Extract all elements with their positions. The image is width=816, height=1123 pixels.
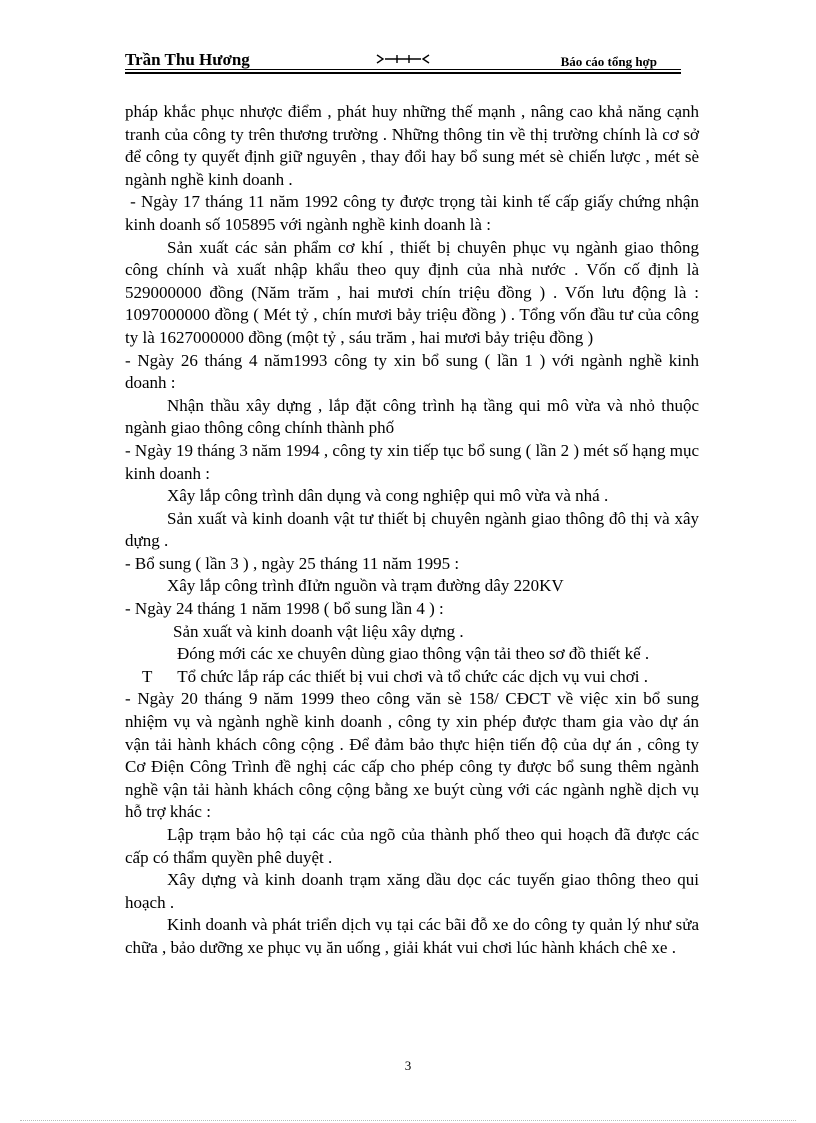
header-ornament-icon [375, 53, 431, 65]
paragraph: Xây lắp công trình dân dụng và cong nghiệp qui mô vừa và nhá . [167, 486, 609, 506]
paragraph: Kinh doanh và phát triển dịch vụ tại các bãi đỗ xe do công ty quản lý như sửa chữa , bảo dưỡng xe phục vụ ăn uống , giải khát vui chơi lúc hành khách chê xe . [125, 915, 704, 957]
page-number: 3 [404, 1058, 412, 1073]
body-text [125, 101, 704, 960]
paragraph: T Tổ chức lắp ráp các thiết bị vui chơi và tổ chức các dịch vụ vui chơi . [125, 666, 648, 686]
paragraph: pháp khắc phục nhược điểm , phát huy những thế mạnh , nâng cao khả năng cạnh tranh của công ty trên thương trường . Những thông tin về thị trường chính là cơ sở để công ty quyết định giữ nguyên , thay đổi hay bổ sung mét sè chiến lược , mét sè ngành nghề kinh doanh . [125, 102, 704, 189]
paragraph: - Ngày 17 tháng 11 năm 1992 công ty được trọng tài kinh tế cấp giấy chứng nhận kinh doanh số 105895 với ngành nghề kinh doanh là : [125, 192, 704, 234]
header-rule-thick [125, 72, 681, 74]
paragraph: - Ngày 20 tháng 9 năm 1999 theo công văn sè 158/ CĐCT về việc xin bổ sung nhiệm vụ và ngành nghề kinh doanh , công ty xin phép được tham gia vào dự án vận tải hành khách công cộng . Để đảm bảo thực hiện tiến độ của dự án , công ty Cơ Điện Công Trình đề nghị các cấp cho phép công ty được bổ sung thêm ngành nghề vận tải hành khách công cộng bằng xe buýt cùng với các ngành nghề dịch vụ hỗ trợ khác : [125, 689, 704, 822]
header-title: Báo cáo tổng hợp [560, 54, 657, 69]
paragraph: Nhận thầu xây dựng , lắp đặt công trình hạ tầng qui mô vừa và nhỏ thuộc ngành giao thông công chính thành phố [125, 395, 704, 438]
paragraph: Xây dựng và kinh doanh trạm xăng dầu dọc các tuyến giao thông theo qui hoạch . [125, 870, 704, 912]
page-bottom-divider [20, 1120, 796, 1121]
paragraph: - Ngày 26 tháng 4 năm1993 công ty xin bổ sung ( lần 1 ) với ngành nghề kinh doanh : [125, 350, 704, 393]
header-rule [125, 69, 681, 70]
paragraph: - Ngày 24 tháng 1 năm 1998 ( bổ sung lần 4 ) : [125, 599, 444, 619]
paragraph: Sản xuất các sản phẩm cơ khí , thiết bị chuyên phục vụ ngành giao thông công chính và xuất nhập khẩu theo quy định của nhà nước . Vốn cố định là 529000000 đồng (Năm trăm , hai mươi chín triệu đồng ) . Vốn lưu động là : 1097000000 đồng ( Mét tỷ , chín mươi bảy triệu đồng ) . Tổng vốn đầu tư của công ty là 1627000000 đồng (một tỷ , sáu trăm , hai mươi bảy triệu đồng ) [125, 237, 704, 347]
header-author: Trần Thu Hương [125, 50, 250, 69]
paragraph: Sản xuất và kinh doanh vật tư thiết bị chuyên ngành giao thông đô thị và xây dựng . [125, 508, 704, 551]
paragraph: Xây lắp công trình đIửn nguồn và trạm đường dây 220KV [167, 576, 564, 596]
paragraph: - Bổ sung ( lần 3 ) , ngày 25 tháng 11 năm 1995 : [125, 553, 460, 573]
paragraph: - Ngày 19 tháng 3 năm 1994 , công ty xin tiếp tục bổ sung ( lần 2 ) mét số hạng mục kinh doanh : [125, 440, 704, 483]
page-header [125, 50, 681, 72]
paragraph: Lập trạm bảo hộ tại các của ngõ của thành phố theo qui hoạch đã được các cấp có thẩm quyền phê duyệt . [125, 825, 704, 867]
paragraph: Sản xuất và kinh doanh vật liệu xây dựng . [173, 621, 464, 641]
paragraph: Đóng mới các xe chuyên dùng giao thông vận tải theo sơ đồ thiết kế . [177, 644, 650, 664]
